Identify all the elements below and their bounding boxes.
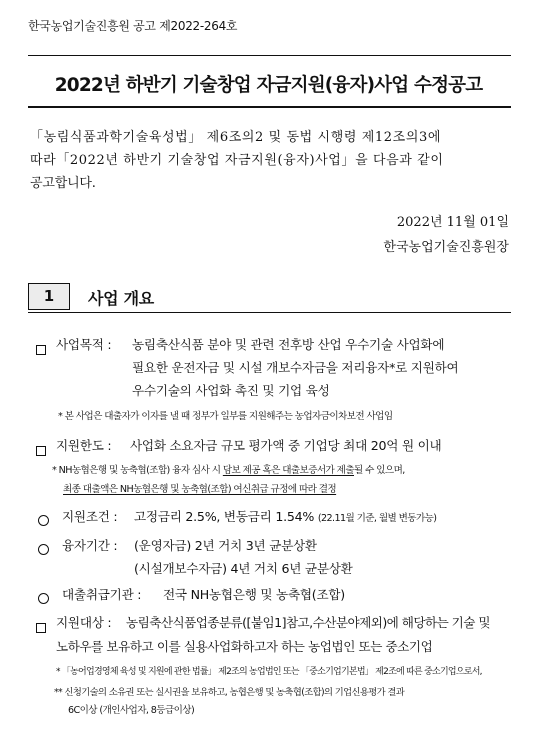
period-line-1: (운영자금) 2년 거치 3년 균분상환 — [134, 538, 317, 553]
intro-line-1: 「농림식품과학기술육성법」 제6조의2 및 동법 시행령 제12조의3에 — [30, 130, 442, 145]
limit-note-1: * NH농협은행 및 농축협(조합) 융자 심사 시 담보 제공 혹은 대출보증서가 제출될 수 있으며, — [52, 465, 405, 476]
target-note-3: 6C이상 (개인사업자, 8등급이상) — [68, 705, 195, 716]
period-line-2: (시설개보수자금) 4년 거치 6년 균분상환 — [134, 561, 353, 576]
purpose-note: * 본 사업은 대출자가 이자를 낼 때 정부가 일부를 지원해주는 농업자금이차보전 사업임 — [58, 411, 393, 422]
checkbox-icon — [36, 618, 46, 637]
condition-text: 고정금리 2.5%, 변동금리 1.54% (22.11월 기준, 월별 변동가능) — [134, 509, 437, 524]
lender-text: 전국 NH농협은행 및 농축협(조합) — [163, 587, 345, 602]
limit-note-2: 최종 대출액은 NH농협은행 및 농축협(조합) 여신취급 규정에 따라 결정 — [63, 484, 337, 495]
purpose-label: 사업목적 : — [56, 337, 112, 352]
target-label: 지원대상 : — [56, 615, 112, 630]
page-title: 2022년 하반기 기술창업 자금지원(융자)사업 수정공고 — [54, 75, 483, 96]
target-note-1: * 「농어업경영체 육성 및 지원에 관한 법률」 제2조의 농업법인 또는 「중소기업기본법」 제2조에 따른 중소기업으로서, — [56, 667, 482, 677]
intro-line-3: 공고합니다. — [30, 176, 96, 191]
purpose-line-1: 농림축산식품 분야 및 관련 전후방 산업 우수기술 사업화에 — [132, 337, 445, 352]
purpose-line-2: 필요한 운전자금 및 시설 개보수자금을 저리융자*로 지원하여 — [132, 360, 459, 375]
limit-text: 사업화 소요자금 규모 평가액 중 기업당 최대 20억 원 이내 — [130, 438, 442, 453]
condition-small: (22.11월 기준, 월별 변동가능) — [317, 513, 437, 524]
target-line-1: 농림축산식품업종분류([붙임1]참고,수산분야제외)에 해당하는 기술 및 — [126, 615, 490, 630]
checkbox-icon — [36, 441, 46, 460]
circle-bullet-icon — [38, 589, 49, 608]
condition-label: 지원조건 : — [62, 509, 118, 524]
intro-line-2: 따라「2022년 하반기 기술창업 자금지원(융자)사업」을 다음과 같이 — [30, 153, 444, 168]
limit-label: 지원한도 : — [56, 438, 112, 453]
issuer: 한국농업기술진흥원장 — [383, 240, 509, 255]
lender-label: 대출취급기관 : — [62, 587, 142, 602]
section-number: 1 — [28, 283, 70, 310]
title-divider — [28, 106, 511, 108]
section-divider — [28, 312, 511, 313]
target-line-2: 노하우를 보유하고 이를 실용사업화하고자 하는 농업법인 또는 중소기업 — [56, 639, 433, 654]
period-label: 융자기간 : — [62, 538, 118, 553]
announce-date: 2022년 11월 01일 — [396, 215, 509, 230]
circle-bullet-icon — [38, 540, 49, 559]
target-note-2: ** 신청기술의 소유권 또는 실시권을 보유하고, 농협은행 및 농축협(조합)의 기업신용평가 결과 — [54, 687, 405, 698]
purpose-line-3: 우수기술의 사업화 촉진 및 기업 육성 — [132, 383, 330, 398]
circle-bullet-icon — [38, 511, 49, 530]
checkbox-icon — [36, 340, 46, 359]
section-title: 사업 개요 — [88, 289, 154, 308]
doc-number: 한국농업기술진흥원 공고 제2022-264호 — [28, 19, 238, 33]
top-divider — [28, 55, 511, 56]
